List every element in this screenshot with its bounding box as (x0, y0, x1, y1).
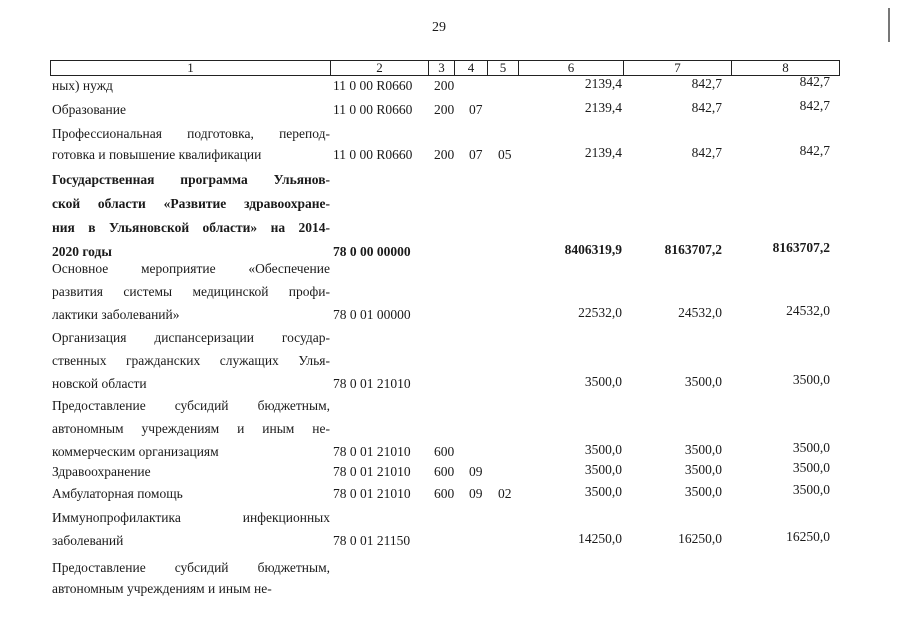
row-9-desc-line: Иммунопрофилактика инфекционных (52, 510, 330, 525)
row-4-amount-7: 24532,0 (678, 305, 722, 320)
row-7-desc-line: Здравоохранение (52, 464, 151, 479)
row-7-code: 78 0 01 21010 (333, 464, 411, 479)
row-1-amount-8: 842,7 (799, 98, 830, 113)
row-3-desc-line: ской области «Развитие здравоохране- (52, 196, 330, 211)
row-8-desc-line: Амбулаторная помощь (52, 486, 183, 501)
row-3-amount-8: 8163707,2 (772, 240, 830, 255)
row-4-desc-line: Основное мероприятие «Обеспечение (52, 261, 330, 276)
row-0-amount-8: 842,7 (799, 74, 830, 89)
row-1-amount-7: 842,7 (691, 100, 722, 115)
row-7-rz: 09 (469, 464, 483, 479)
row-1-code: 11 0 00 R0660 (333, 102, 413, 117)
header-col-4: 4 (455, 61, 488, 75)
row-6-code: 78 0 01 21010 (333, 444, 411, 459)
row-2-amount-8: 842,7 (799, 143, 830, 158)
row-7-amount-6: 3500,0 (584, 462, 622, 477)
row-5-amount-8: 3500,0 (792, 372, 830, 387)
row-6-desc-line: коммерческим организациям (52, 444, 219, 459)
row-8-pr: 02 (498, 486, 512, 501)
row-2-amount-6: 2139,4 (584, 145, 622, 160)
row-8-amount-7: 3500,0 (684, 484, 722, 499)
row-7-amount-7: 3500,0 (684, 462, 722, 477)
row-7-vr: 600 (434, 464, 455, 479)
row-8-amount-6: 3500,0 (584, 484, 622, 499)
row-0-amount-6: 2139,4 (584, 76, 622, 91)
row-0-vr: 200 (434, 78, 455, 93)
row-2-code: 11 0 00 R0660 (333, 147, 413, 162)
header-col-5: 5 (488, 61, 519, 75)
row-3-desc-line: Государственная программа Ульянов- (52, 172, 330, 187)
row-9-code: 78 0 01 21150 (333, 533, 411, 548)
row-5-amount-6: 3500,0 (584, 374, 622, 389)
row-9-amount-7: 16250,0 (678, 531, 722, 546)
row-9-desc-line: заболеваний (52, 533, 124, 548)
row-6-amount-6: 3500,0 (584, 442, 622, 457)
row-10-desc-line: Предоставление субсидий бюджетным, (52, 560, 330, 575)
row-4-desc-line: лактики заболеваний» (52, 307, 180, 322)
row-9-amount-6: 14250,0 (578, 531, 622, 546)
header-col-2: 2 (331, 61, 429, 75)
page-number: 29 (432, 20, 446, 35)
row-1-rz: 07 (469, 102, 483, 117)
header-col-1: 1 (51, 61, 331, 75)
row-2-rz: 07 (469, 147, 483, 162)
row-0-amount-7: 842,7 (691, 76, 722, 91)
row-2-amount-7: 842,7 (691, 145, 722, 160)
row-4-code: 78 0 01 00000 (333, 307, 411, 322)
row-4-amount-6: 22532,0 (578, 305, 622, 320)
row-3-desc-line: ния в Ульяновской области» на 2014- (52, 220, 330, 235)
row-6-desc-line: автономным учреждениям и иным не- (52, 421, 330, 436)
row-3-code: 78 0 00 00000 (333, 244, 411, 259)
margin-mark (888, 8, 890, 42)
row-8-amount-8: 3500,0 (792, 482, 830, 497)
row-5-amount-7: 3500,0 (684, 374, 722, 389)
row-4-amount-8: 24532,0 (786, 303, 830, 318)
row-0-code: 11 0 00 R0660 (333, 78, 413, 93)
row-3-amount-6: 8406319,9 (564, 242, 622, 257)
row-2-pr: 05 (498, 147, 512, 162)
row-6-desc-line: Предоставление субсидий бюджетным, (52, 398, 330, 413)
row-10-desc-line: автономным учреждениям и иным не- (52, 581, 272, 596)
header-col-7: 7 (624, 61, 732, 75)
row-3-desc-line: 2020 годы (52, 244, 112, 259)
row-5-code: 78 0 01 21010 (333, 376, 411, 391)
header-col-3: 3 (429, 61, 455, 75)
row-1-vr: 200 (434, 102, 455, 117)
row-6-vr: 600 (434, 444, 455, 459)
header-col-8: 8 (782, 60, 789, 75)
row-9-amount-8: 16250,0 (786, 529, 830, 544)
row-8-code: 78 0 01 21010 (333, 486, 411, 501)
row-8-rz: 09 (469, 486, 483, 501)
row-5-desc-line: Организация диспансеризации государ- (52, 330, 330, 345)
row-3-amount-7: 8163707,2 (664, 242, 722, 257)
row-0-desc-line: ных) нужд (52, 78, 113, 93)
row-6-amount-8: 3500,0 (792, 440, 830, 455)
row-2-vr: 200 (434, 147, 455, 162)
header-col-6: 6 (519, 61, 624, 75)
row-1-desc-line: Образование (52, 102, 126, 117)
row-5-desc-line: новской области (52, 376, 147, 391)
row-5-desc-line: ственных гражданских служащих Улья- (52, 353, 330, 368)
row-1-amount-6: 2139,4 (584, 100, 622, 115)
row-8-vr: 600 (434, 486, 455, 501)
row-2-desc-line: готовка и повышение квалификации (52, 147, 262, 162)
row-6-amount-7: 3500,0 (684, 442, 722, 457)
row-2-desc-line: Профессиональная подготовка, перепод- (52, 126, 330, 141)
row-4-desc-line: развития системы медицинской профи- (52, 284, 330, 299)
row-7-amount-8: 3500,0 (792, 460, 830, 475)
